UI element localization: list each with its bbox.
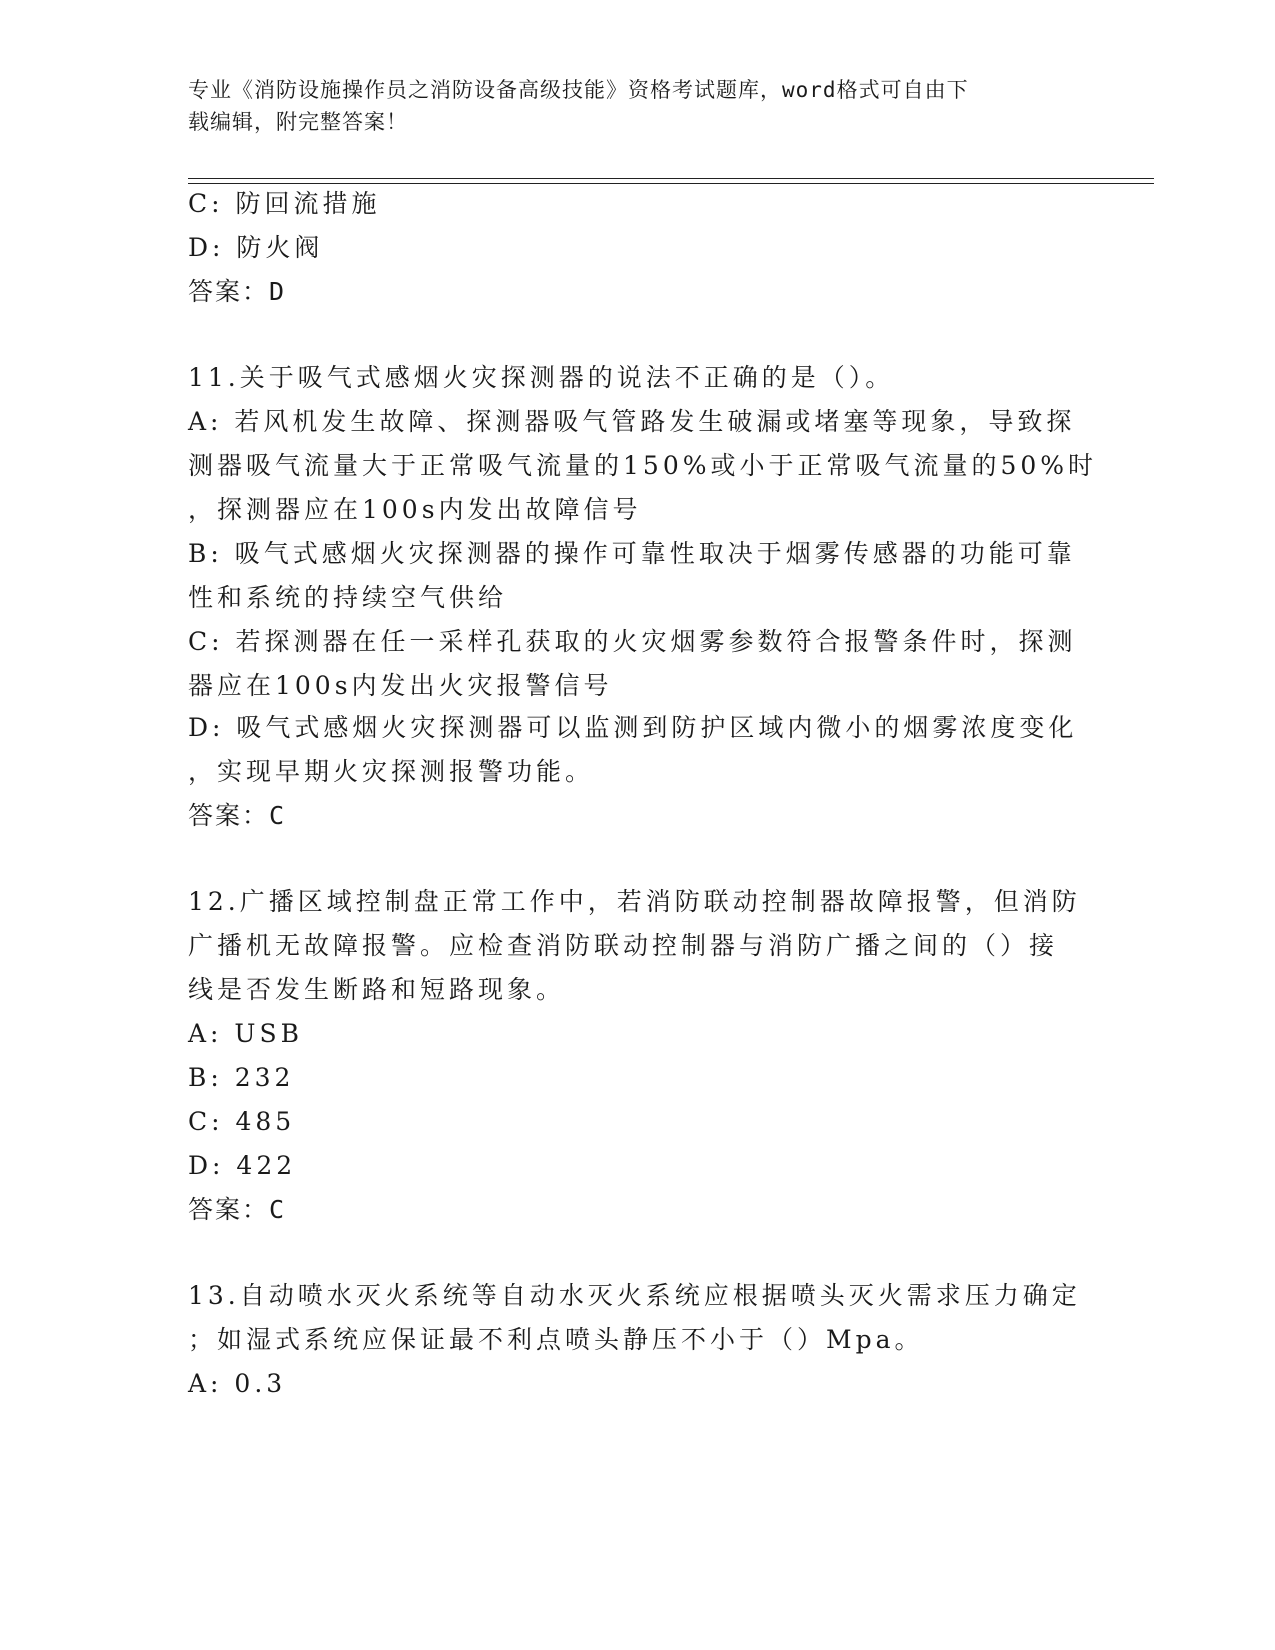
q12-stem-line-1: 12.广播区域控制盘正常工作中，若消防联动控制器故障报警，但消防 xyxy=(188,887,1081,916)
answer-value: D xyxy=(269,277,287,306)
q12-option-a: A: USB xyxy=(188,1019,303,1048)
q12-option-d: D: 422 xyxy=(188,1151,297,1180)
q12-option-b: B: 232 xyxy=(188,1063,295,1092)
answer-label: 答案： xyxy=(188,1195,270,1224)
q11-answer xyxy=(188,800,286,832)
q11-option-b-line-1: B: 吸气式感烟火灾探测器的操作可靠性取决于烟雾传感器的功能可靠 xyxy=(188,539,1076,568)
q11-stem: 11.关于吸气式感烟火灾探测器的说法不正确的是（）。 xyxy=(188,363,895,392)
header-line-2: 载编辑，附完整答案！ xyxy=(188,110,408,134)
q11-option-d-line-1: D: 吸气式感烟火灾探测器可以监测到防护区域内微小的烟雾浓度变化 xyxy=(188,713,1078,742)
q11-option-a-line-2: 测器吸气流量大于正常吸气流量的150%或小于正常吸气流量的50%时 xyxy=(188,451,1098,480)
header-divider-bottom xyxy=(188,183,1154,184)
q12-stem-line-2: 广播机无故障报警。应检查消防联动控制器与消防广播之间的（）接 xyxy=(188,931,1059,960)
q10-answer xyxy=(188,276,286,308)
q10-option-d: D: 防火阀 xyxy=(188,233,324,262)
q12-option-c: C: 485 xyxy=(188,1107,296,1136)
q13-stem-line-2: ；如湿式系统应保证最不利点喷头静压不小于（）Mpa。 xyxy=(188,1325,924,1354)
q10-option-c: C: 防回流措施 xyxy=(188,189,381,218)
header-divider-top xyxy=(188,178,1154,179)
answer-label: 答案： xyxy=(188,801,270,830)
q13-option-a: A: 0.3 xyxy=(188,1369,287,1398)
q12-stem-line-3: 线是否发生断路和短路现象。 xyxy=(188,975,566,1004)
q11-option-a-line-3: ，探测器应在100s内发出故障信号 xyxy=(188,495,642,524)
q11-option-d-line-2: ，实现早期火灾探测报警功能。 xyxy=(188,757,595,786)
q12-answer xyxy=(188,1194,286,1226)
header-line-1: 专业《消防设施操作员之消防设备高级技能》资格考试题库，word格式可自由下 xyxy=(188,78,969,102)
document-header xyxy=(188,74,1068,138)
q11-option-c-line-2: 器应在100s内发出火灾报警信号 xyxy=(188,671,613,700)
q13-stem-line-1: 13.自动喷水灭火系统等自动水灭火系统应根据喷头灭火需求压力确定 xyxy=(188,1281,1081,1310)
q11-option-c-line-1: C: 若探测器在任一采样孔获取的火灾烟雾参数符合报警条件时，探测 xyxy=(188,627,1077,656)
answer-label: 答案： xyxy=(188,277,270,306)
q11-option-b-line-2: 性和系统的持续空气供给 xyxy=(188,583,508,612)
answer-value: C xyxy=(269,1195,287,1224)
q11-option-a-line-1: A: 若风机发生故障、探测器吸气管路发生破漏或堵塞等现象，导致探 xyxy=(188,407,1076,436)
answer-value: C xyxy=(269,801,287,830)
